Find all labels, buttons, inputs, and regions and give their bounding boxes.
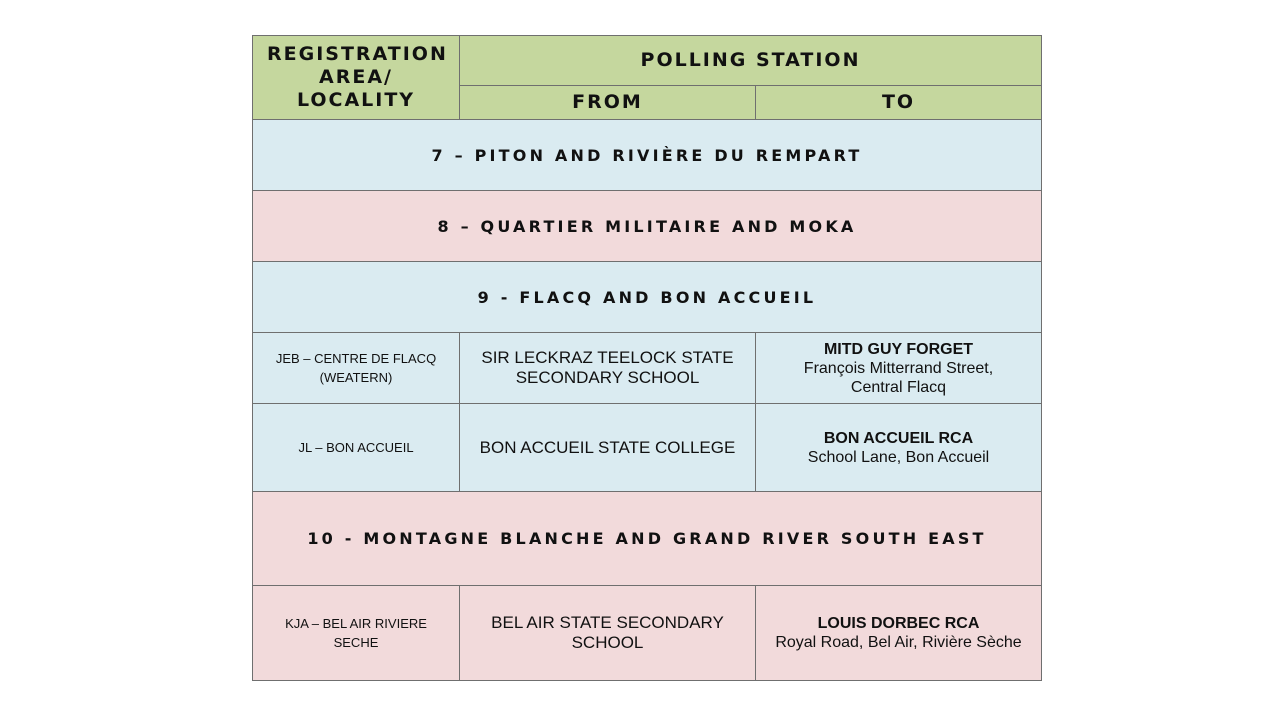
to-station-name: LOUIS DORBEC RCA (817, 615, 980, 632)
to-station-cell (756, 404, 1042, 492)
registration-area-cell: JEB – CENTRE DE FLACQ (WEATERN) (253, 333, 460, 404)
table-row (253, 586, 1042, 681)
to-station-address: Royal Road, Bel Air, Rivière Sèche (775, 634, 1022, 651)
section-title: 10 - MONTAGNE BLANCHE AND GRAND RIVER SOUTH EAST (253, 492, 1042, 586)
to-station-cell (756, 333, 1042, 404)
header-to (756, 86, 1042, 120)
to-station-name: BON ACCUEIL RCA (823, 429, 974, 447)
header-from-label: FROM (572, 91, 643, 113)
registration-area-cell: JL – BON ACCUEIL (253, 404, 460, 492)
header-registration-area-label: REGISTRATION AREA/ LOCALITY (267, 43, 448, 111)
header-polling-station (460, 36, 1042, 86)
from-station-cell: BEL AIR STATE SECONDARY SCHOOL (460, 586, 756, 681)
table-row (253, 404, 1042, 492)
section-title: 9 - FLACQ AND BON ACCUEIL (253, 262, 1042, 333)
section-title: 8 – QUARTIER MILITAIRE AND MOKA (253, 191, 1042, 262)
from-station-cell: SIR LECKRAZ TEELOCK STATE SECONDARY SCHOOL (460, 333, 756, 404)
section-row (253, 492, 1042, 586)
header-polling-station-label: POLLING STATION (640, 49, 861, 71)
table-row (253, 333, 1042, 404)
header-to-label: TO (881, 91, 916, 113)
section-row (253, 262, 1042, 333)
header-row-top (253, 36, 1042, 86)
registration-area-cell: KJA – BEL AIR RIVIERE SECHE (253, 586, 460, 681)
header-registration-area (253, 36, 460, 120)
header-from (460, 86, 756, 120)
section-row (253, 191, 1042, 262)
to-station-cell (756, 586, 1042, 681)
from-station-cell: BON ACCUEIL STATE COLLEGE (460, 404, 756, 492)
to-station-name: MITD GUY FORGET (823, 340, 974, 358)
section-title: 7 – PITON AND RIVIÈRE DU REMPART (253, 120, 1042, 191)
polling-station-table (252, 35, 1042, 681)
to-station-address: School Lane, Bon Accueil (807, 448, 990, 466)
to-station-address: François Mitterrand Street, Central Flacq (803, 359, 994, 396)
section-row (253, 120, 1042, 191)
